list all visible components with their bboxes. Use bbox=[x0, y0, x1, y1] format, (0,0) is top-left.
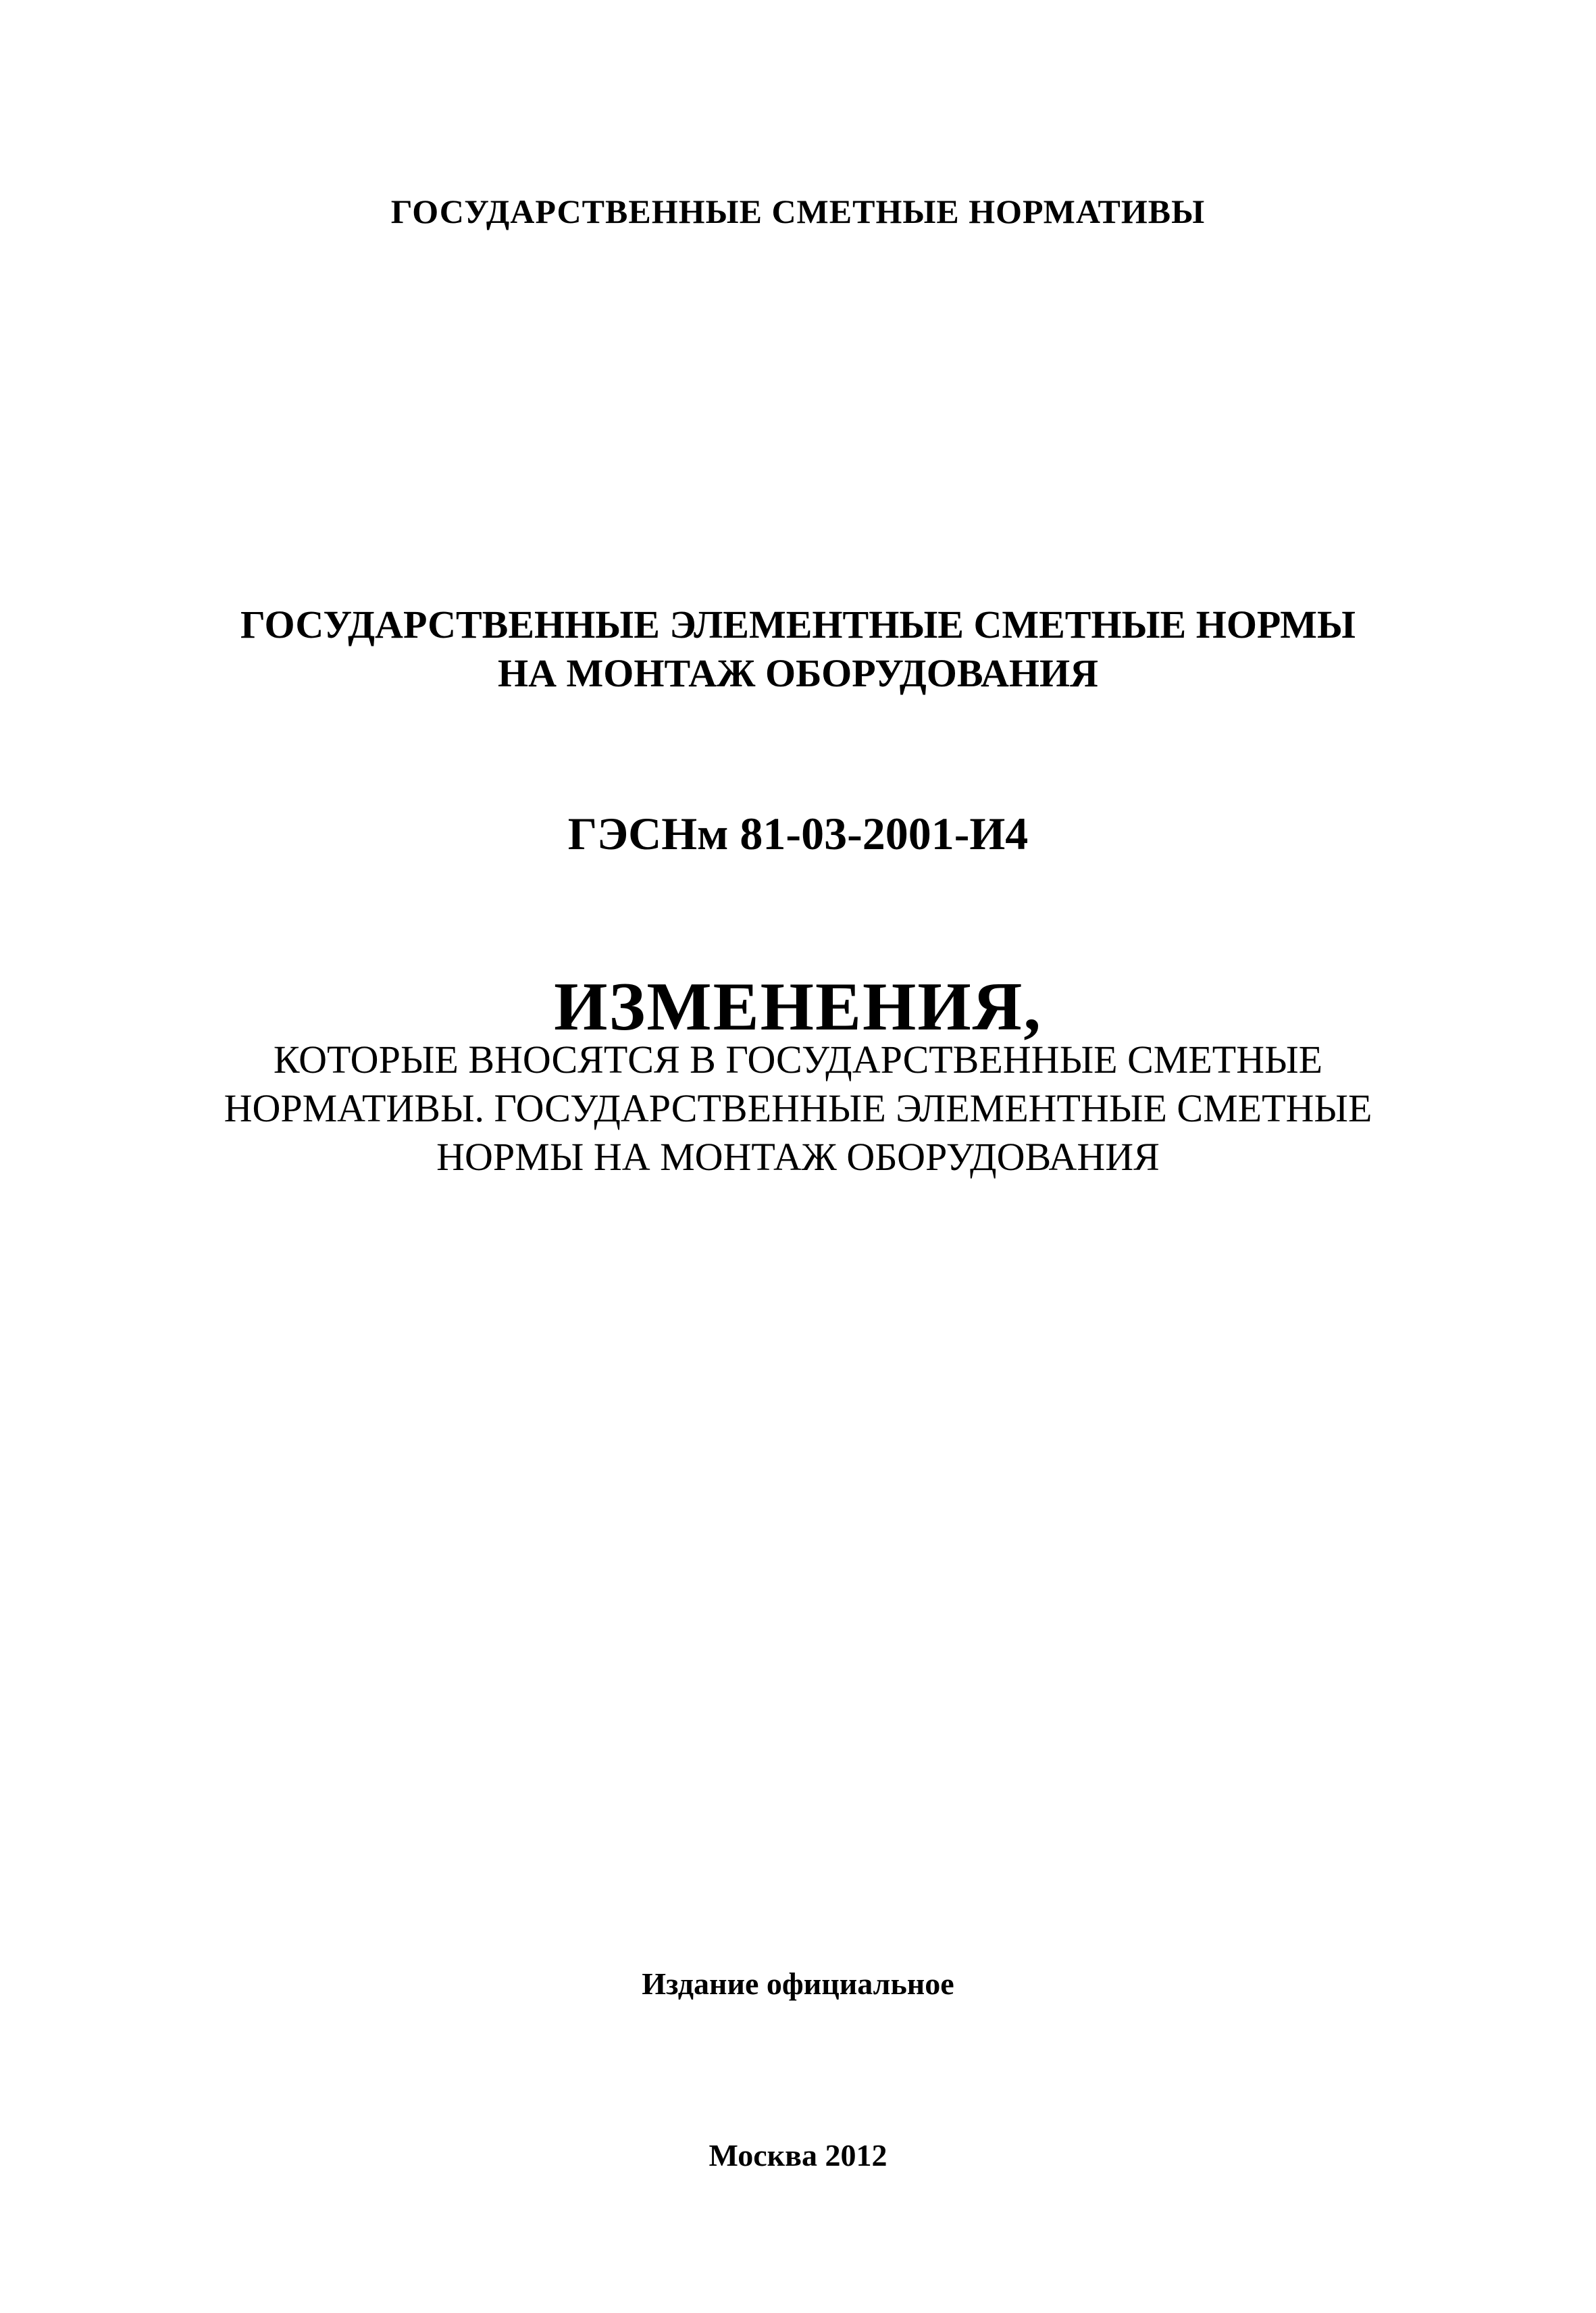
document-code: ГЭСНм 81-03-2001-И4 bbox=[567, 808, 1029, 859]
changes-description-line-1: КОТОРЫЕ ВНОСЯТСЯ В ГОСУДАРСТВЕННЫЕ СМЕТНЫЕ bbox=[273, 1038, 1323, 1082]
edition-note: Издание официальное bbox=[642, 1966, 954, 2001]
main-title-line-2: НА МОНТАЖ ОБОРУДОВАНИЯ bbox=[498, 651, 1098, 695]
changes-description-line-3: НОРМЫ НА МОНТАЖ ОБОРУДОВАНИЯ bbox=[436, 1135, 1160, 1179]
changes-heading: ИЗМЕНЕНИЯ, bbox=[554, 969, 1042, 1045]
series-title: ГОСУДАРСТВЕННЫЕ СМЕТНЫЕ НОРМАТИВЫ bbox=[390, 193, 1206, 230]
changes-description-line-2: НОРМАТИВЫ. ГОСУДАРСТВЕННЫЕ ЭЛЕМЕНТНЫЕ СМЕТНЫЕ bbox=[224, 1086, 1372, 1130]
publication-place-year: Москва 2012 bbox=[709, 2138, 887, 2172]
main-title-line-1: ГОСУДАРСТВЕННЫЕ ЭЛЕМЕНТНЫЕ СМЕТНЫЕ НОРМЫ bbox=[240, 603, 1356, 646]
